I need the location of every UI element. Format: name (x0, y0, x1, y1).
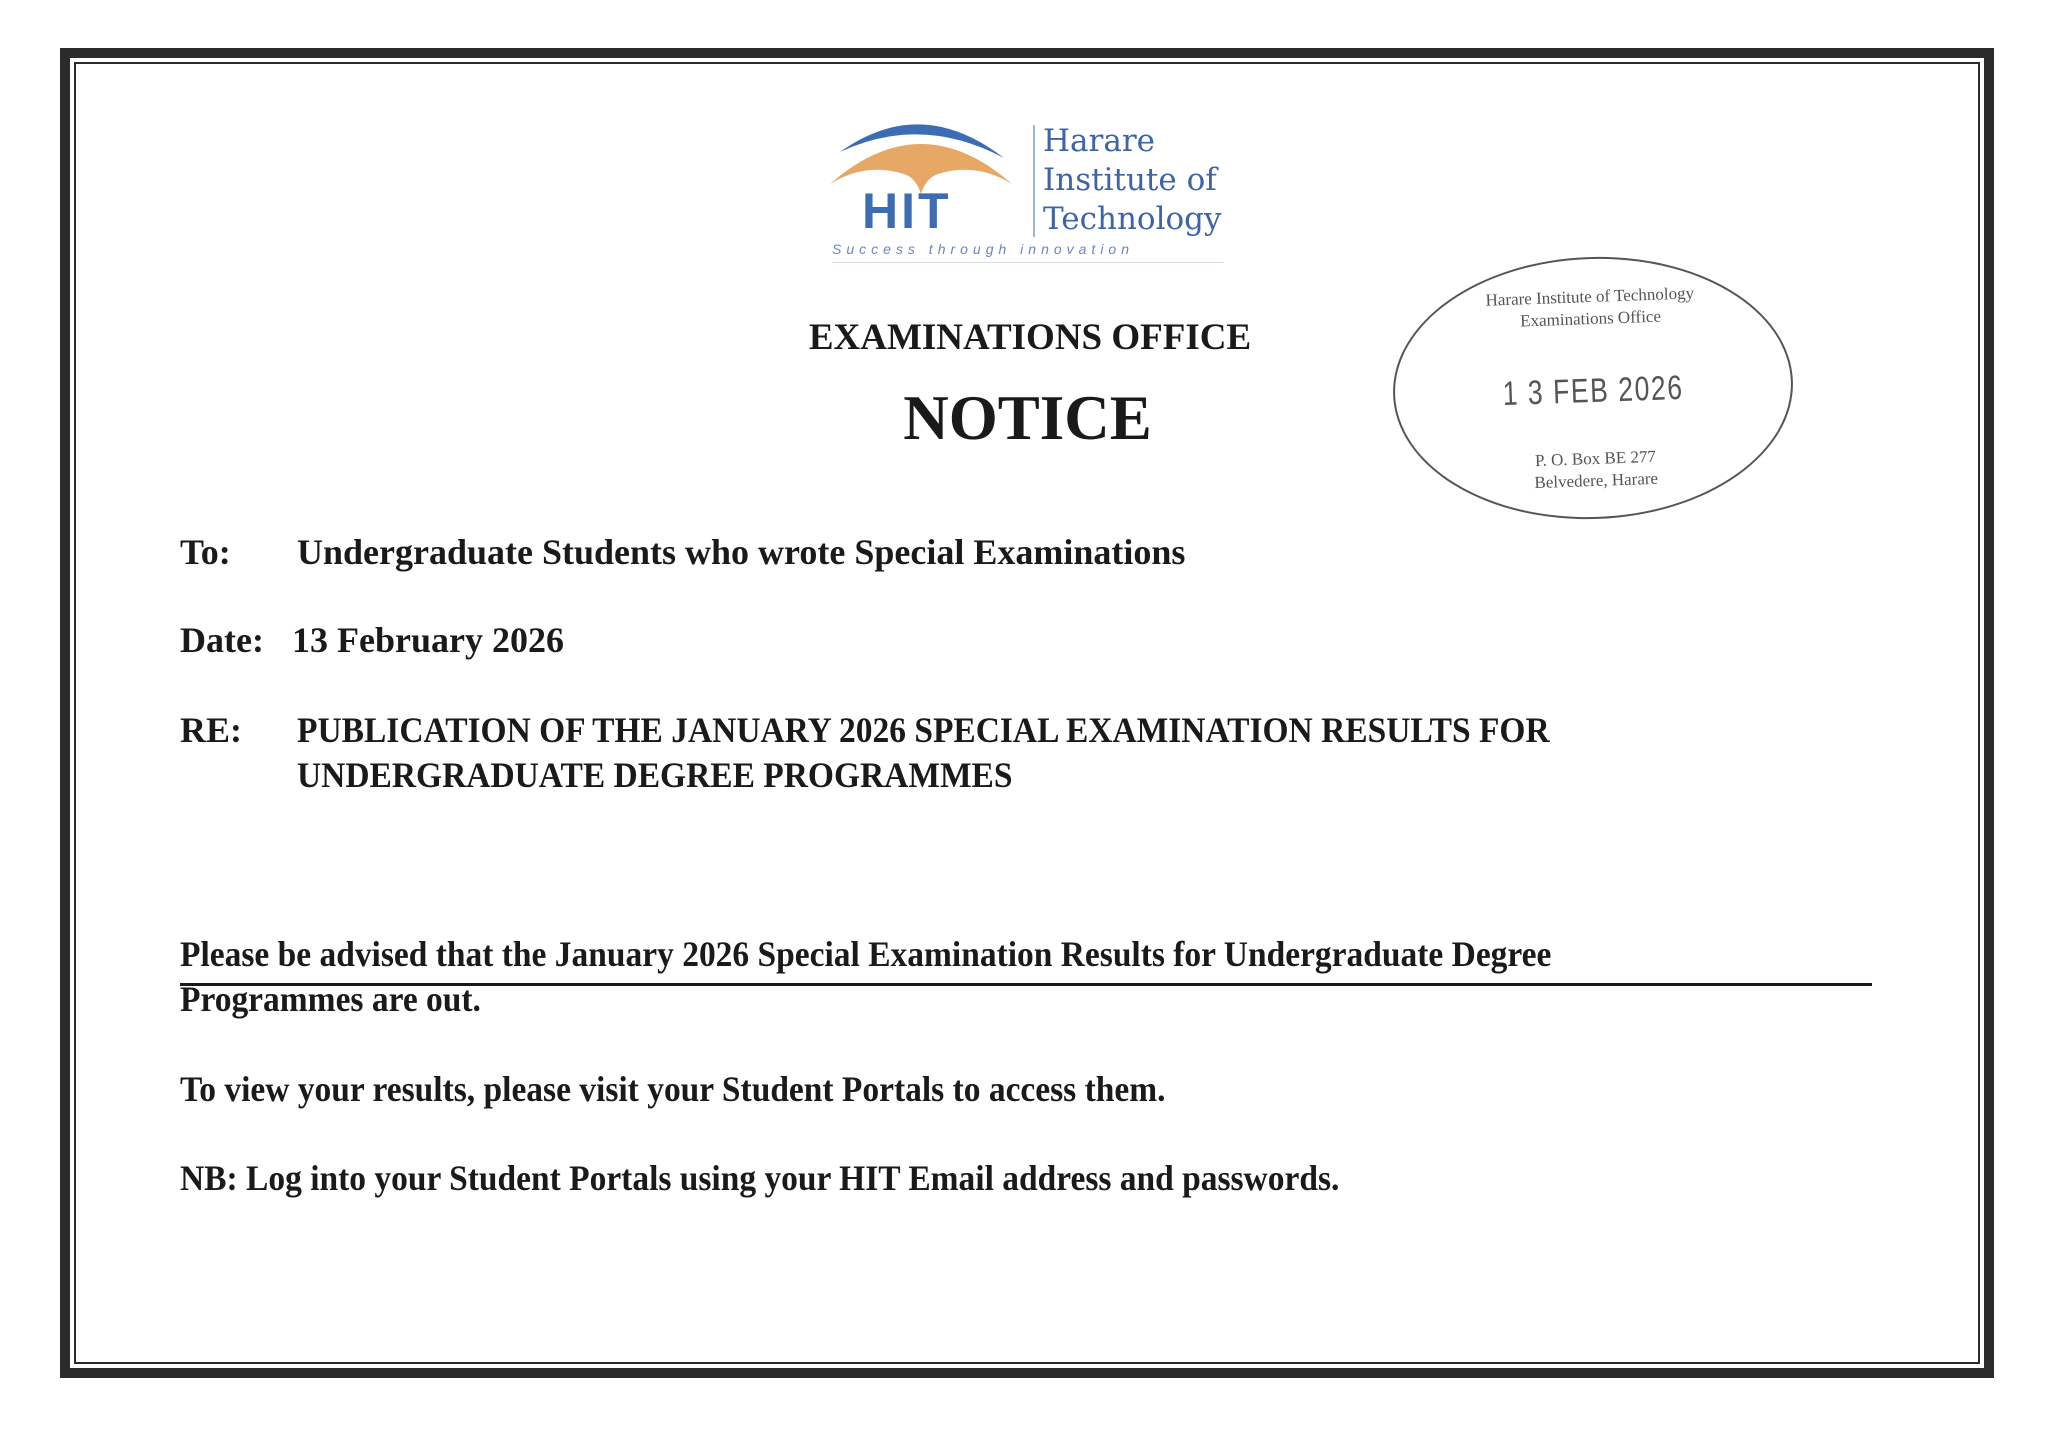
body-paragraph-1-line-1: Please be advised that the January 2026 Special Examination Results for Undergraduate Degree (180, 934, 1552, 974)
to-label: To: (180, 532, 231, 572)
logo-name-line: Harare (1043, 123, 1155, 159)
logo-tagline: Success through innovation (832, 241, 1134, 257)
stamp-date: 1 3 FEB 2026 (1502, 368, 1685, 414)
re-line-2: UNDERGRADUATE DEGREE PROGRAMMES (297, 755, 1013, 795)
logo-underline (832, 262, 1224, 263)
re-label: RE: (180, 710, 242, 750)
stamp-institution: Harare Institute of Technology (1485, 283, 1695, 310)
logo-divider (1033, 125, 1035, 237)
logo-name-line: Institute of (1043, 162, 1217, 198)
re-line-1: PUBLICATION OF THE JANUARY 2026 SPECIAL EXAMINATION RESULTS FOR (297, 710, 1550, 750)
body-paragraph-1-line-2: Programmes are out. (180, 979, 481, 1019)
logo-abbreviation: HIT (862, 183, 952, 239)
logo-name-line: Technology (1043, 201, 1222, 237)
body-paragraph-3: NB: Log into your Student Portals using your HIT Email address and passwords. (180, 1158, 1340, 1198)
date-value: 13 February 2026 (292, 620, 564, 660)
office-heading: EXAMINATIONS OFFICE (808, 317, 1252, 358)
notice-title: NOTICE (903, 383, 1152, 453)
stamp-office: Examinations Office (1519, 306, 1662, 331)
logo-institution-name (1043, 122, 1222, 239)
body-paragraph-2: To view your results, please visit your Student Portals to access them. (180, 1069, 1166, 1109)
stamp-location: Belvedere, Harare (1534, 468, 1659, 493)
date-label: Date: (180, 620, 264, 660)
to-value: Undergraduate Students who wrote Special Examinations (297, 532, 1186, 572)
office-date-stamp (1389, 250, 1798, 526)
stamp-po-box: P. O. Box BE 277 (1534, 446, 1657, 471)
